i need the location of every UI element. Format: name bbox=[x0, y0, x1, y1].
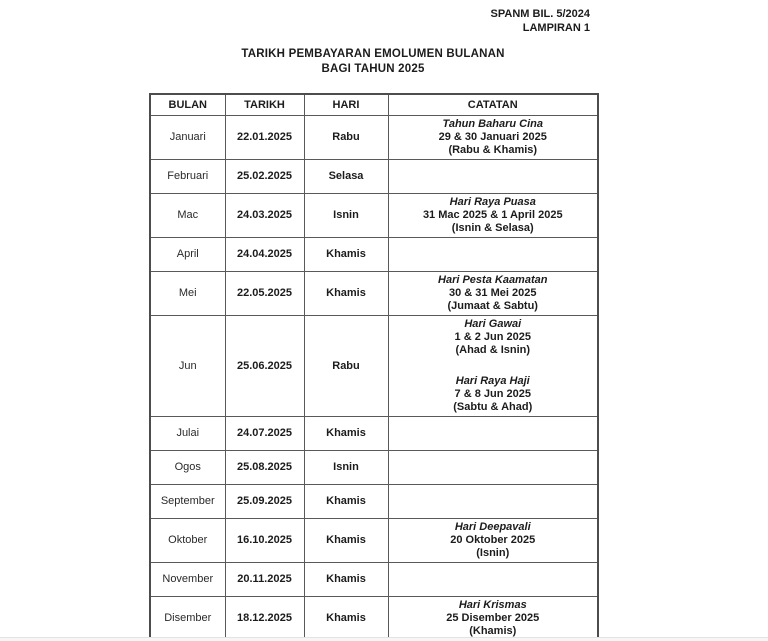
cell-tarikh: 16.10.2025 bbox=[225, 518, 304, 562]
cell-tarikh: 22.01.2025 bbox=[225, 115, 304, 159]
cell-hari: Isnin bbox=[304, 450, 388, 484]
table-row-september bbox=[150, 484, 598, 518]
cell-bulan: Mei bbox=[150, 271, 225, 315]
document-title bbox=[149, 47, 597, 77]
cell-bulan: Oktober bbox=[150, 518, 225, 562]
catatan-line: Hari Krismas bbox=[458, 598, 527, 611]
cell-tarikh: 22.05.2025 bbox=[225, 271, 304, 315]
catatan-line: Hari Deepavali bbox=[454, 520, 531, 533]
catatan-line: Tahun Baharu Cina bbox=[442, 117, 543, 130]
cell-bulan: Ogos bbox=[150, 450, 225, 484]
catatan-line: (Isnin) bbox=[476, 546, 510, 559]
catatan-line: 20 Oktober 2025 bbox=[450, 533, 536, 546]
cell-catatan bbox=[388, 562, 598, 596]
cell-catatan bbox=[388, 484, 598, 518]
catatan-line: 1 & 2 Jun 2025 bbox=[454, 330, 531, 343]
catatan-line: 7 & 8 Jun 2025 bbox=[454, 387, 531, 400]
catatan-line: (Jumaat & Sabtu) bbox=[447, 299, 538, 312]
column-header-tarikh: TARIKH bbox=[225, 94, 304, 115]
cell-bulan: April bbox=[150, 237, 225, 271]
cell-catatan bbox=[388, 518, 598, 562]
cell-bulan: September bbox=[150, 484, 225, 518]
cell-bulan: Januari bbox=[150, 115, 225, 159]
cell-tarikh: 25.06.2025 bbox=[225, 315, 304, 416]
cell-catatan bbox=[388, 237, 598, 271]
catatan-line: (Ahad & Isnin) bbox=[455, 343, 531, 356]
table-row-november bbox=[150, 562, 598, 596]
document-content bbox=[149, 0, 597, 641]
cell-hari: Khamis bbox=[304, 237, 388, 271]
cell-catatan bbox=[388, 596, 598, 641]
cell-hari: Khamis bbox=[304, 416, 388, 450]
cell-bulan: Jun bbox=[150, 315, 225, 416]
catatan-spacer bbox=[393, 357, 594, 375]
reference-number: SPANM BIL. 5/2024 bbox=[490, 8, 590, 20]
column-header-catatan: CATATAN bbox=[388, 94, 598, 115]
table-row-oktober bbox=[150, 518, 598, 562]
cell-bulan: Julai bbox=[150, 416, 225, 450]
table-row-mei bbox=[150, 271, 598, 315]
catatan-line: 25 Disember 2025 bbox=[446, 611, 540, 624]
catatan-line: (Khamis) bbox=[469, 624, 517, 637]
cell-hari: Khamis bbox=[304, 271, 388, 315]
payment-schedule-table bbox=[149, 93, 599, 641]
attachment-label: LAMPIRAN 1 bbox=[522, 22, 590, 34]
catatan-line: 30 & 31 Mei 2025 bbox=[449, 286, 537, 299]
cell-hari: Rabu bbox=[304, 115, 388, 159]
cell-bulan: Mac bbox=[150, 193, 225, 237]
table-row-jun bbox=[150, 315, 598, 416]
column-header-bulan: BULAN bbox=[150, 94, 225, 115]
cell-hari: Khamis bbox=[304, 518, 388, 562]
catatan-line: Hari Raya Haji bbox=[455, 374, 530, 387]
table-row-april bbox=[150, 237, 598, 271]
cell-tarikh: 25.09.2025 bbox=[225, 484, 304, 518]
catatan-line: Hari Raya Puasa bbox=[449, 195, 536, 208]
cell-bulan: November bbox=[150, 562, 225, 596]
cell-hari: Khamis bbox=[304, 562, 388, 596]
table-row-mac bbox=[150, 193, 598, 237]
cell-tarikh: 20.11.2025 bbox=[225, 562, 304, 596]
cell-hari: Khamis bbox=[304, 484, 388, 518]
cell-tarikh: 25.02.2025 bbox=[225, 159, 304, 193]
cell-hari: Selasa bbox=[304, 159, 388, 193]
title-line-2: BAGI TAHUN 2025 bbox=[321, 63, 425, 75]
table-header-row bbox=[150, 94, 598, 115]
catatan-line: (Isnin & Selasa) bbox=[451, 221, 534, 234]
table-row-februari bbox=[150, 159, 598, 193]
catatan-line: Hari Pesta Kaamatan bbox=[438, 273, 548, 286]
cell-tarikh: 24.04.2025 bbox=[225, 237, 304, 271]
catatan-line: Hari Gawai bbox=[464, 317, 522, 330]
cell-tarikh: 24.07.2025 bbox=[225, 416, 304, 450]
catatan-line: (Rabu & Khamis) bbox=[448, 143, 538, 156]
cell-catatan bbox=[388, 416, 598, 450]
cell-catatan bbox=[388, 193, 598, 237]
page-bottom-edge bbox=[0, 637, 768, 641]
catatan-line: (Sabtu & Ahad) bbox=[453, 400, 533, 413]
cell-bulan: Februari bbox=[150, 159, 225, 193]
column-header-hari: HARI bbox=[304, 94, 388, 115]
cell-hari: Isnin bbox=[304, 193, 388, 237]
table-row-julai bbox=[150, 416, 598, 450]
cell-catatan bbox=[388, 271, 598, 315]
cell-tarikh: 25.08.2025 bbox=[225, 450, 304, 484]
document-reference bbox=[149, 0, 597, 35]
cell-bulan: Disember bbox=[150, 596, 225, 641]
cell-catatan bbox=[388, 450, 598, 484]
title-line-1: TARIKH PEMBAYARAN EMOLUMEN BULANAN bbox=[241, 48, 505, 60]
cell-catatan bbox=[388, 315, 598, 416]
catatan-line: 29 & 30 Januari 2025 bbox=[438, 130, 547, 143]
table-row-disember bbox=[150, 596, 598, 641]
cell-tarikh: 18.12.2025 bbox=[225, 596, 304, 641]
cell-catatan bbox=[388, 115, 598, 159]
cell-hari: Khamis bbox=[304, 596, 388, 641]
cell-tarikh: 24.03.2025 bbox=[225, 193, 304, 237]
cell-hari: Rabu bbox=[304, 315, 388, 416]
table-row-januari bbox=[150, 115, 598, 159]
cell-catatan bbox=[388, 159, 598, 193]
table-row-ogos bbox=[150, 450, 598, 484]
catatan-line: 31 Mac 2025 & 1 April 2025 bbox=[422, 208, 563, 221]
